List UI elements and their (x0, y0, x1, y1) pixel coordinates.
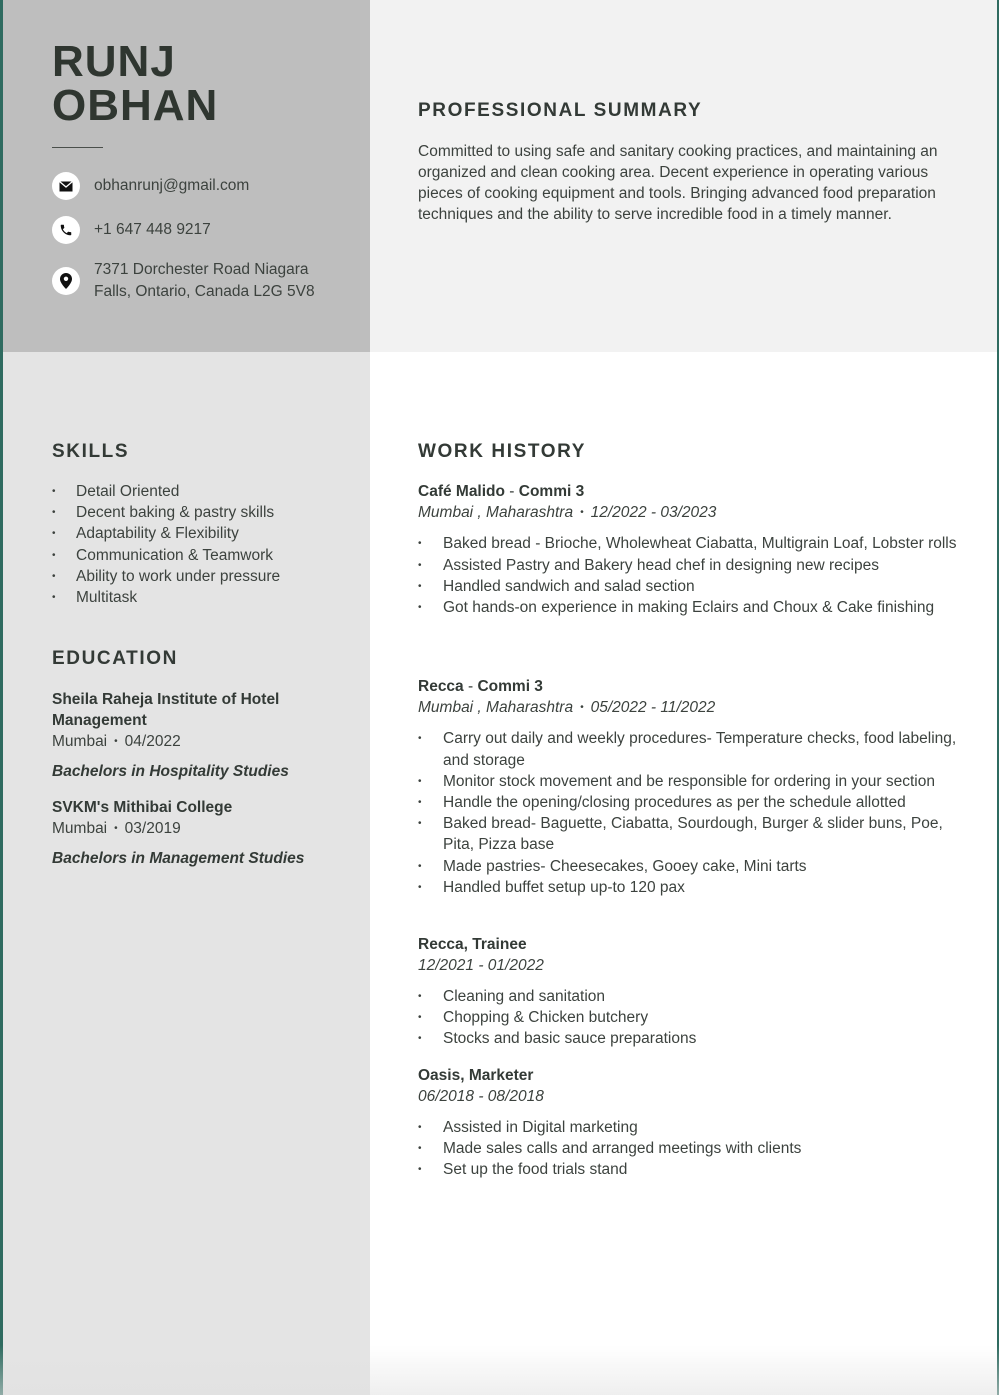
graduation-date: 04/2022 (124, 733, 181, 750)
job-dates: 12/2021 - 01/2022 (418, 957, 544, 974)
job-duty: • Made pastries- Cheesecakes, Gooey cake, Mini tarts (418, 856, 958, 877)
job-duties (418, 1117, 958, 1181)
job-duty: • Handled buffet setup up-to 120 pax (418, 877, 958, 898)
envelope-icon (52, 172, 80, 200)
phone-icon (52, 216, 80, 244)
job-entry (418, 934, 958, 1050)
skill-item: • Multitask (52, 587, 352, 608)
job-meta (418, 502, 958, 523)
graduation-date: 03/2019 (124, 820, 181, 837)
job-duty: • Set up the food trials stand (418, 1159, 958, 1180)
job-title: Recca, Trainee (418, 936, 527, 953)
skill-item: • Ability to work under pressure (52, 566, 352, 587)
job-entry (418, 1065, 958, 1181)
skills-list (52, 481, 352, 608)
job-duty: • Got hands-on experience in making Eclairs and Choux & Cake finishing (418, 597, 958, 618)
skill-item: • Communication & Teamwork (52, 545, 352, 566)
summary-heading: PROFESSIONAL SUMMARY (418, 100, 703, 121)
school-name: SVKM's Mithibai College (52, 799, 233, 816)
bottom-shadow (0, 1345, 999, 1395)
job-separator: - (463, 678, 478, 695)
email-text[interactable]: obhanrunj@gmail.com (94, 177, 250, 194)
job-role: Commi 3 (518, 483, 585, 500)
education-meta (52, 818, 352, 839)
summary-text: Committed to using safe and sanitary cooking practices, and maintaining an organized and clean cooking area. Decent experience in operating various pieces of cooking equipment and tools. Bringing advanced food preparation techniques and the ability to serve incredible food in a timely manner. (418, 143, 938, 223)
contact-phone[interactable] (52, 216, 211, 244)
work-history-heading: WORK HISTORY (418, 441, 587, 462)
separator-dot: • (580, 702, 584, 714)
phone-text[interactable]: +1 647 448 9217 (94, 221, 211, 238)
job-title: Oasis, Marketer (418, 1067, 534, 1084)
skill-item: • Detail Oriented (52, 481, 352, 502)
job-entry (418, 481, 958, 618)
education-entry (52, 797, 352, 869)
location-pin-icon (52, 267, 80, 295)
contact-email[interactable] (52, 172, 249, 200)
job-duty: • Assisted Pastry and Bakery head chef in designing new recipes (418, 555, 958, 576)
name-divider (52, 147, 103, 148)
job-heading (418, 934, 958, 955)
job-heading (418, 481, 958, 502)
job-company: Café Malido (418, 483, 505, 500)
job-duty: • Carry out daily and weekly procedures- Temperature checks, food labeling, and storage (418, 728, 958, 770)
job-entry (418, 676, 958, 898)
job-duty: • Cleaning and sanitation (418, 986, 958, 1007)
job-duty: • Stocks and basic sauce preparations (418, 1028, 958, 1049)
first-name: RUNJ (52, 37, 176, 86)
job-heading (418, 1065, 958, 1086)
separator-dot: • (114, 823, 118, 835)
job-dates: 12/2022 - 03/2023 (590, 504, 717, 521)
job-role: Commi 3 (477, 678, 543, 695)
address-line-1: 7371 Dorchester Road Niagara (94, 261, 309, 278)
separator-dot: • (114, 736, 118, 748)
address-text (94, 259, 315, 303)
job-duties (418, 533, 958, 618)
last-name: OBHAN (52, 81, 219, 130)
education-heading: EDUCATION (52, 648, 178, 669)
skill-item: • Decent baking & pastry skills (52, 502, 352, 523)
candidate-name (52, 37, 219, 130)
job-dates: 06/2018 - 08/2018 (418, 1088, 544, 1105)
degree-name: Bachelors in Management Studies (52, 850, 305, 868)
separator-dot: • (580, 507, 584, 519)
job-duty: • Made sales calls and arranged meetings with clients (418, 1138, 958, 1159)
skills-heading: SKILLS (52, 441, 130, 462)
school-city: Mumbai (52, 733, 108, 750)
education-meta (52, 731, 352, 752)
job-location: Mumbai , Maharashtra (418, 699, 574, 716)
job-duties (418, 986, 958, 1050)
job-meta (418, 697, 958, 718)
education-entry (52, 689, 352, 782)
job-dates: 05/2022 - 11/2022 (590, 699, 716, 716)
job-duty: • Assisted in Digital marketing (418, 1117, 958, 1138)
school-city: Mumbai (52, 820, 108, 837)
job-duty: • Monitor stock movement and be responsible for ordering in your section (418, 771, 958, 792)
job-location: Mumbai , Maharashtra (418, 504, 574, 521)
job-duty: • Baked bread- Baguette, Ciabatta, Sourdough, Burger & slider buns, Poe, Pita, Pizza base (418, 813, 958, 855)
skill-item: • Adaptability & Flexibility (52, 523, 352, 544)
job-company: Recca (418, 678, 464, 695)
job-separator: - (504, 483, 519, 500)
job-duty: • Chopping & Chicken butchery (418, 1007, 958, 1028)
job-duty: • Handled sandwich and salad section (418, 576, 958, 597)
job-heading (418, 676, 958, 697)
job-duties (418, 728, 958, 898)
contact-address (52, 259, 315, 303)
job-duty: • Baked bread - Brioche, Wholewheat Ciabatta, Multigrain Loaf, Lobster rolls (418, 533, 958, 554)
job-duty: • Handle the opening/closing procedures as per the schedule allotted (418, 792, 958, 813)
school-name: Sheila Raheja Institute of Hotel Management (52, 691, 280, 729)
degree-name: Bachelors in Hospitality Studies (52, 763, 289, 781)
address-line-2: Falls, Ontario, Canada L2G 5V8 (94, 283, 315, 300)
